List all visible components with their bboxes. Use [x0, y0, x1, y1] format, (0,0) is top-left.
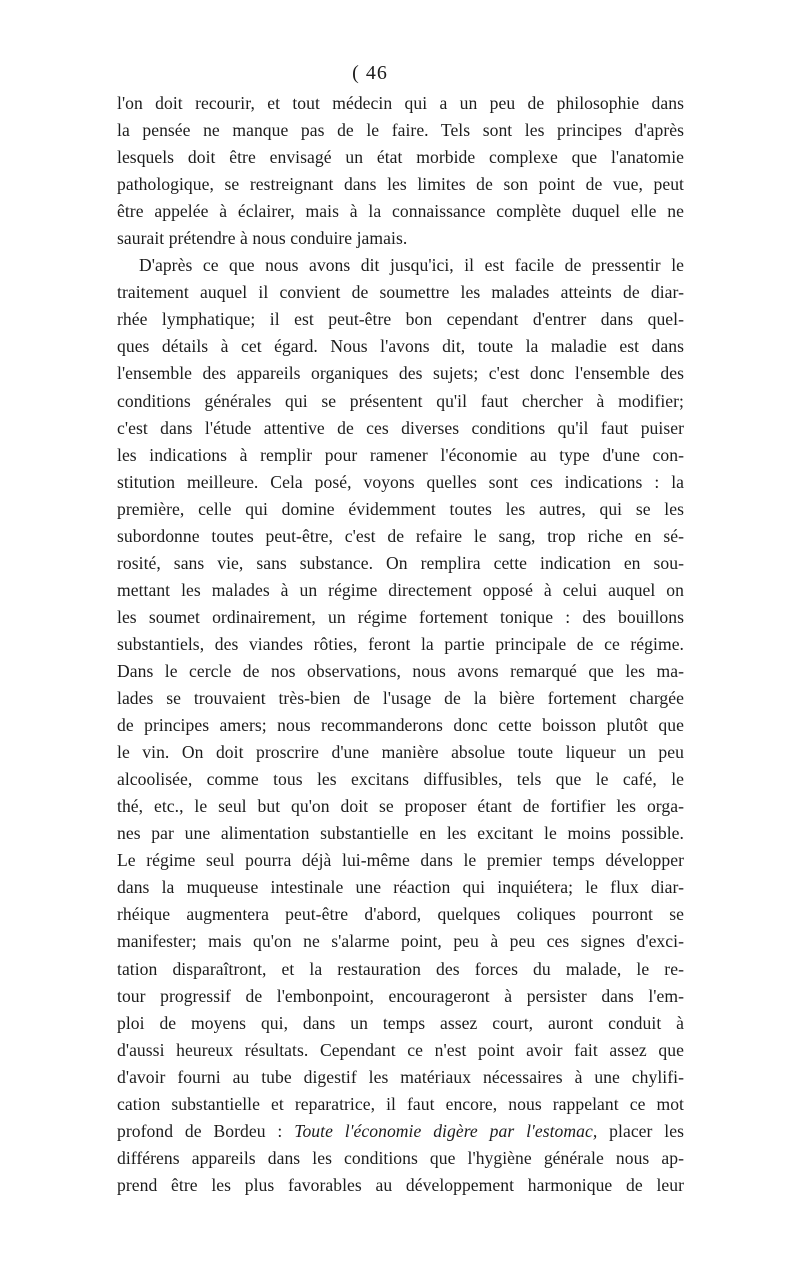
text-line-with-quote [117, 1118, 684, 1145]
text-line: stitution meilleure. Cela posé, voyons quelles sont ces indications : la [117, 471, 684, 492]
text-line: tation disparaîtront, et la restauration des forces du malade, le re- [117, 958, 684, 979]
text-line: rosité, sans vie, sans substance. On remplira cette indication en sou- [117, 552, 684, 573]
bordeu-quote: Toute l'économie digère par l'estomac, [294, 1120, 598, 1141]
text-line: conditions générales qui se présentent qu'il faut chercher à modifier; [117, 390, 684, 411]
text-line: l'ensemble des appareils organiques des sujets; c'est donc l'ensemble des [117, 363, 684, 384]
text-line: Dans le cercle de nos observations, nous avons remarqué que les ma- [117, 660, 684, 681]
text-line: différens appareils dans les conditions que l'hygiène générale nous ap- [117, 1147, 684, 1168]
text-line: manifester; mais qu'on ne s'alarme point, peu à peu ces signes d'exci- [117, 931, 684, 952]
text-line: l'on doit recourir, et tout médecin qui a un peu de philosophie dans [117, 93, 684, 113]
text-block [117, 90, 684, 1199]
text-line: nes par une alimentation substantielle en les excitant le moins possible. [117, 823, 684, 844]
text-line: les soumet ordinairement, un régime fortement tonique : des bouillons [117, 606, 684, 627]
text-line: tour progressif de l'embonpoint, encourageront à persister dans l'em- [117, 985, 684, 1006]
text-line: cation substantielle et reparatrice, il faut encore, nous rappelant ce mot [117, 1093, 684, 1114]
text-line: ques détails à cet égard. Nous l'avons dit, toute la maladie est dans [117, 336, 684, 357]
text-line: pathologique, se restreignant dans les limites de son point de vue, peut [117, 174, 684, 195]
text-line: d'avoir fourni au tube digestif les matériaux nécessaires à une chylifi- [117, 1066, 684, 1087]
text-line: rhée lymphatique; il est peut-être bon cependant d'entrer dans quel- [117, 309, 684, 330]
paragraph-2 [117, 252, 684, 1199]
text-line: substantiels, des viandes rôties, feront la partie principale de ce régime. [117, 633, 684, 654]
text-line: Le régime seul pourra déjà lui-même dans le premier temps développer [117, 850, 684, 871]
text-line: ploi de moyens qui, dans un temps assez court, auront conduit à [117, 1012, 684, 1033]
text-line: alcoolisée, comme tous les excitans diffusibles, tels que le café, le [117, 769, 684, 790]
text-line: le vin. On doit proscrire d'une manière absolue toute liqueur un peu [117, 742, 684, 763]
text-line: première, celle qui domine évidemment toutes les autres, qui se les [117, 498, 684, 519]
text-line: lesquels doit être envisagé un état morbide complexe que l'anatomie [117, 147, 684, 168]
text-line: de principes amers; nous recommanderons donc cette boisson plutôt que [117, 715, 684, 736]
text-line: prend être les plus favorables au développement harmonique de leur [117, 1174, 684, 1195]
text-line: D'après ce que nous avons dit jusqu'ici, il est facile de pressentir le [139, 255, 684, 276]
text-line: les indications à remplir pour ramener l'économie au type d'une con- [117, 444, 684, 465]
text-line: d'aussi heureux résultats. Cependant ce n'est point avoir fait assez que [117, 1039, 684, 1060]
quote-lead-in: profond de Bordeu : [117, 1120, 295, 1141]
text-line: saurait prétendre à nous conduire jamais. [117, 228, 408, 249]
text-line: la pensée ne manque pas de le faire. Tels sont les principes d'après [117, 120, 684, 141]
quote-follow-up: placer les [597, 1120, 684, 1141]
text-line: thé, etc., le seul but qu'on doit se proposer étant de fortifier les orga- [117, 796, 684, 817]
text-line: lades se trouvaient très-bien de l'usage de la bière fortement chargée [117, 688, 684, 709]
page-number: ( 46 [352, 62, 388, 84]
text-line: être appelée à éclairer, mais à la connaissance complète duquel elle ne [117, 201, 684, 222]
text-line: rhéique augmentera peut-être d'abord, quelques coliques pourront se [117, 904, 684, 925]
text-line: mettant les malades à un régime directement opposé à celui auquel on [117, 579, 684, 600]
text-line: dans la muqueuse intestinale une réaction qui inquiétera; le flux diar- [117, 877, 684, 898]
text-line: c'est dans l'étude attentive de ces diverses conditions qu'il faut puiser [117, 417, 684, 438]
paragraph-1 [117, 90, 684, 252]
text-line: traitement auquel il convient de soumettre les malades atteints de diar- [117, 282, 684, 303]
text-line: subordonne toutes peut-être, c'est de refaire le sang, trop riche en sé- [117, 525, 684, 546]
